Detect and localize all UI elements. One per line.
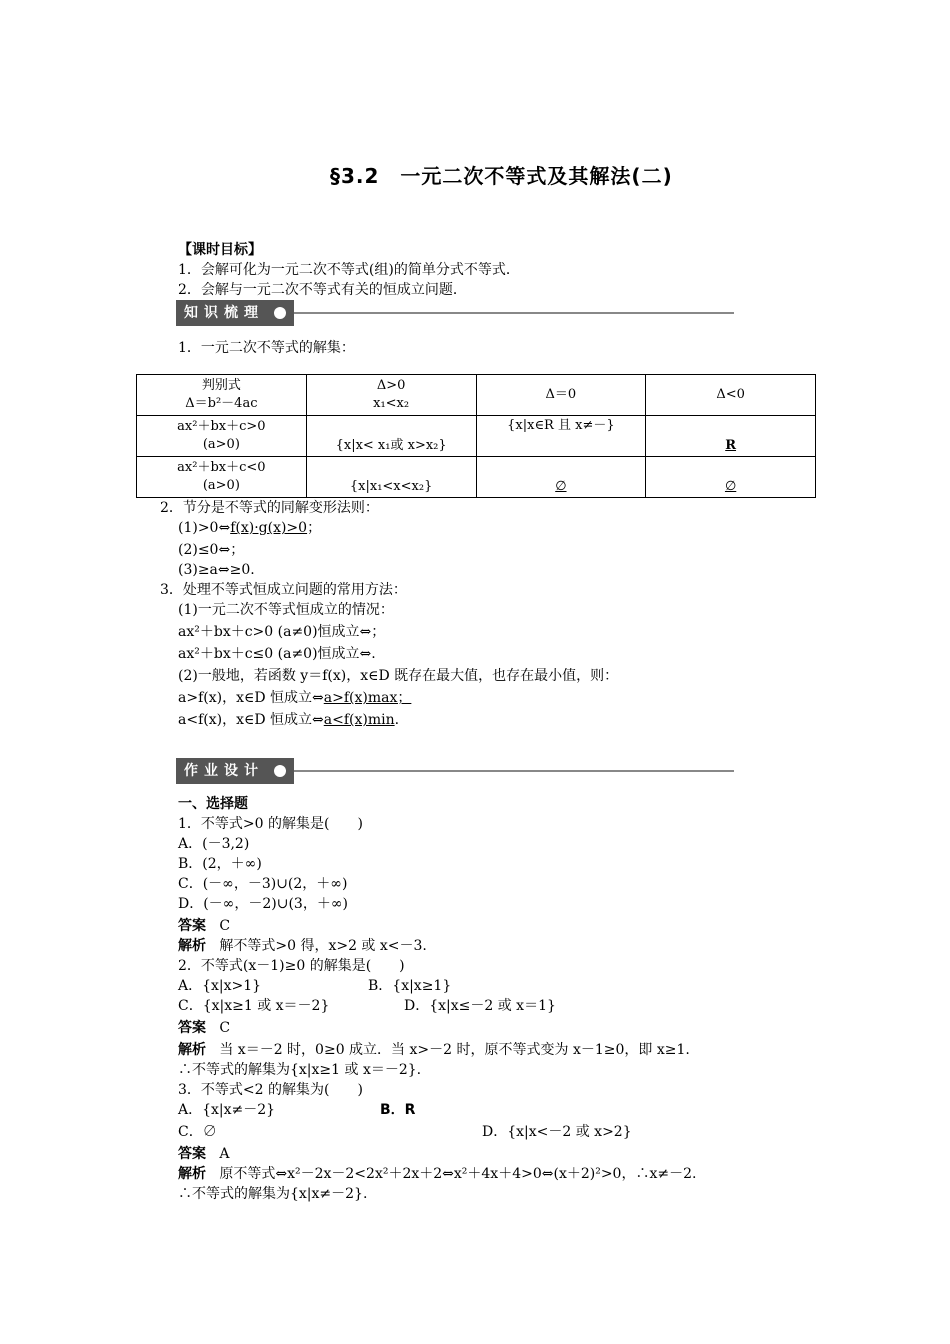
table-cell: ∅ (646, 457, 816, 498)
table-cell: ∅ (476, 457, 646, 498)
analysis: 解析 解不等式>0 得，x>2 或 x<－3. (178, 938, 427, 954)
method-line: (2)一般地，若函数 y＝f(x)，x∈D 既存在最大值，也存在最小值，则： (178, 668, 619, 684)
table-cell: {x|x∈R 且 x≠－} (476, 416, 646, 457)
option: A．{x|x>1} (178, 978, 262, 994)
knowledge-item-3: 3．处理不等式恒成立问题的常用方法： (160, 582, 407, 598)
method-line: ax²＋bx＋c>0 (a≠0)恒成立⇔； (178, 624, 386, 640)
rule-line-1: (1)>0⇔f(x)·g(x)>0； (178, 520, 322, 536)
table-cell: ax²＋bx＋c>0 (a>0) (137, 416, 307, 457)
section-heading: 一、选择题 (178, 796, 248, 812)
method-line: a<f(x)，x∈D 恒成立⇔a<f(x)min. (178, 712, 400, 728)
question-stem: 1．不等式>0 的解集是( ) (178, 816, 363, 832)
table-cell: Δ＝0 (476, 375, 646, 416)
option: D．(－∞，－2)∪(3，＋∞) (178, 896, 348, 912)
rule-line-2: (2)≤0⇔； (178, 542, 245, 558)
answer: 答案 A (178, 1146, 230, 1162)
table-row (137, 375, 816, 416)
banner-label: 知识梳理 (176, 300, 294, 326)
table-cell: {x|x< x₁或 x>x₂} (306, 416, 476, 457)
conclusion: ∴不等式的解集为{x|x≥1 或 x＝－2}. (178, 1062, 422, 1078)
solution-set-table (136, 374, 816, 498)
knowledge-banner (176, 300, 560, 326)
divider (294, 770, 734, 772)
answer: 答案 C (178, 1020, 231, 1036)
analysis: 解析 原不等式⇔x²－2x－2<2x²＋2x＋2⇔x²＋4x＋4>0⇔(x＋2)²>0，∴x≠－2. (178, 1166, 697, 1182)
option: A．{x|x≠－2} (178, 1102, 276, 1118)
homework-banner (176, 758, 560, 784)
analysis: 解析 当 x＝－2 时，0≥0 成立．当 x>－2 时，原不等式变为 x－1≥0，即 x≥1. (178, 1042, 690, 1058)
method-line: a>f(x)，x∈D 恒成立⇔a>f(x)max； (178, 690, 412, 706)
table-cell: Δ>0 x₁<x₂ (306, 375, 476, 416)
option: B．(2，＋∞) (178, 856, 262, 872)
answer: 答案 C (178, 918, 231, 934)
conclusion: ∴不等式的解集为{x|x≠－2}. (178, 1186, 368, 1202)
knowledge-item-2: 2．节分是不等式的同解变形法则： (160, 500, 379, 516)
option: B．{x|x≥1} (368, 978, 452, 994)
dot-icon (274, 765, 286, 777)
option: C．{x|x≥1 或 x＝－2} (178, 998, 330, 1014)
rule-line-3: (3)≥a⇔≥0. (178, 562, 255, 578)
goal-item: 1．会解可化为一元二次不等式(组)的简单分式不等式． (178, 262, 520, 278)
table-cell: ax²＋bx＋c<0 (a>0) (137, 457, 307, 498)
table-row (137, 457, 816, 498)
option: A．(－3,2) (178, 836, 250, 852)
dot-icon (274, 307, 286, 319)
banner-label: 作业设计 (176, 758, 294, 784)
knowledge-item-1: 1．一元二次不等式的解集： (178, 340, 355, 356)
table-cell: Δ<0 (646, 375, 816, 416)
table-cell: 判别式 Δ＝b²－4ac (137, 375, 307, 416)
option: D．{x|x≤－2 或 x＝1} (404, 998, 556, 1014)
option: B．R (380, 1102, 416, 1118)
table-cell: {x|x₁<x<x₂} (306, 457, 476, 498)
option: D．{x|x<－2 或 x>2} (482, 1124, 632, 1140)
method-line: ax²＋bx＋c≤0 (a≠0)恒成立⇔. (178, 646, 376, 662)
option: C．(－∞，－3)∪(2，＋∞) (178, 876, 348, 892)
question-stem: 2．不等式(x－1)≥0 的解集是( ) (178, 958, 405, 974)
table-row (137, 416, 816, 457)
divider (294, 312, 734, 314)
question-stem: 3．不等式<2 的解集为( ) (178, 1082, 363, 1098)
page-title: §3.2 一元二次不等式及其解法(二) (330, 164, 673, 188)
option: C．∅ (178, 1124, 217, 1140)
goal-item: 2．会解与一元二次不等式有关的恒成立问题． (178, 282, 467, 298)
goals-heading: 【课时目标】 (178, 242, 262, 258)
method-line: (1)一元二次不等式恒成立的情况： (178, 602, 394, 618)
table-cell: R (646, 416, 816, 457)
